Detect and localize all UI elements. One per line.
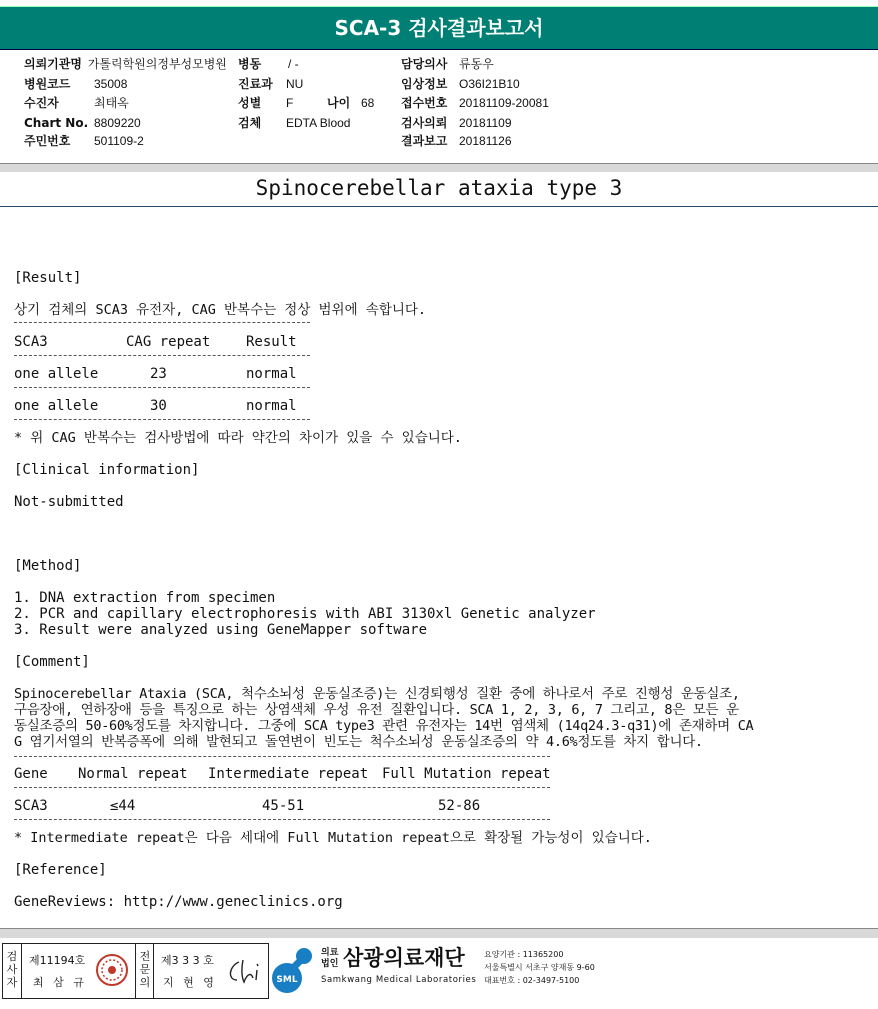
result-note: * 위 CAG 반복수는 검사방법에 따라 약간의 차이가 있을 수 있습니다.: [14, 430, 462, 446]
report-title: SCA-3 검사결과보고서: [0, 6, 878, 50]
logo-text: SML: [276, 975, 298, 985]
title-underline: [0, 206, 878, 207]
comment-line: Spinocerebellar Ataxia (SCA, 척수소뇌성 운동실조증)는 신경퇴행성 질환 중에 하나로서 주로 진행성 운동실조,: [14, 686, 740, 702]
info-resident-no: 주민번호 501109-2: [24, 134, 144, 148]
info-report-date: 결과보고 20181126: [401, 134, 512, 148]
table-rule: [14, 355, 310, 356]
clinical-heading: [Clinical information]: [14, 462, 200, 478]
technician-label: 검사자: [6, 950, 18, 989]
result-summary: 상기 검체의 SCA3 유전자, CAG 반복수는 정상 범위에 속합니다.: [14, 302, 427, 318]
range-col-gene: Gene: [14, 766, 48, 782]
method-item: 3. Result were analyzed using GeneMapper software: [14, 622, 428, 638]
technician-license: 제11194호: [29, 954, 86, 967]
info-requesting-institution: 의뢰기관명 가톨릭학원의정부성모병원: [24, 57, 227, 71]
specialist-label: 전문의: [139, 950, 151, 989]
result-col-cag: CAG repeat: [126, 334, 211, 350]
info-ward: 병동 / -: [238, 57, 299, 71]
comment-line: G 염기서열의 반복증폭에 의해 발현되고 돌연변이 빈도는 척수소뇌성 운동실조증의 약 4.6%정도를 차지 합니다.: [14, 734, 703, 750]
table-rule: [14, 756, 550, 757]
table-rule: [14, 419, 310, 420]
info-age: 나이 68: [327, 96, 375, 110]
method-heading: [Method]: [14, 558, 82, 574]
result-row-repeat: 23: [150, 366, 167, 382]
comment-line: 구음장애, 연하장애 등을 특징으로 하는 상염색체 우성 유전 질환입니다. SCA 1, 2, 3, 6, 7 그리고, 8은 모든 운: [14, 702, 739, 718]
result-row-allele: one allele: [14, 398, 99, 414]
range-row-gene: SCA3: [14, 798, 48, 814]
range-row-full: 52-86: [438, 798, 481, 814]
table-rule: [14, 322, 310, 323]
org-prefix: 의료 법인: [321, 948, 339, 969]
reference-heading: [Reference]: [14, 862, 107, 878]
info-receipt-no: 접수번호 20181109-20081: [401, 96, 549, 110]
info-request-date: 검사의뢰 20181109: [401, 116, 512, 130]
range-col-normal: Normal repeat: [78, 766, 188, 782]
result-col-gene: SCA3: [14, 334, 48, 350]
result-row-status: normal: [246, 366, 297, 382]
org-english-name: Samkwang Medical Laboratories: [321, 975, 477, 985]
seal-stamp: [95, 953, 129, 987]
range-row-intermediate: 45-51: [262, 798, 305, 814]
comment-note: * Intermediate repeat은 다음 세대에 Full Mutation repeat으로 확장될 가능성이 있습니다.: [14, 830, 652, 846]
range-col-intermediate: Intermediate repeat: [208, 766, 369, 782]
result-row-repeat: 30: [150, 398, 167, 414]
footer-divider: [0, 928, 878, 938]
info-patient-name: 수진자 최태옥: [24, 96, 129, 110]
result-heading: [Result]: [14, 270, 82, 286]
test-title: Spinocerebellar ataxia type 3: [255, 176, 623, 200]
specialist-license: 제3 3 3 호: [161, 954, 214, 967]
method-item: 2. PCR and capillary electrophoresis with ABI 3130xl Genetic analyzer: [14, 606, 596, 622]
info-hospital-code: 병원코드 35008: [24, 77, 128, 91]
clinical-text: Not-submitted: [14, 494, 124, 510]
signature-scribble: [225, 956, 265, 986]
info-sex: 성별 F: [238, 96, 294, 110]
comment-paragraph: [14, 686, 866, 750]
table-rule: [14, 819, 550, 820]
comment-line: 동실조증의 50-60%정도를 차지합니다. 그중에 SCA type3 관련 유전자는 14번 염색체 (14q24.3-q31)에 존재하며 CA: [14, 718, 754, 734]
info-physician: 담당의사 류동우: [401, 57, 494, 71]
sml-logo-icon: [271, 944, 319, 996]
table-rule: [14, 787, 550, 788]
reference-text: GeneReviews: http://www.geneclinics.org: [14, 894, 343, 910]
result-row-allele: one allele: [14, 366, 99, 382]
info-department: 진료과 NU: [238, 77, 304, 91]
method-item: 1. DNA extraction from specimen: [14, 590, 276, 606]
range-col-full: Full Mutation repeat: [382, 766, 551, 782]
org-info: 요양기관 : 11365200 서울특별시 서초구 양재동 9-60 대표번호 : 02-3497-5100: [484, 950, 595, 985]
range-row-normal: ≤44: [110, 798, 136, 814]
signature-box: [2, 943, 269, 999]
org-name: 삼광의료재단: [343, 946, 465, 970]
info-specimen: 검체 EDTA Blood: [238, 116, 351, 130]
technician-name: 최 삼 규: [33, 976, 87, 989]
info-chart-no: Chart No. 8809220: [24, 116, 141, 130]
specialist-name: 지 현 영: [163, 976, 217, 989]
result-col-result: Result: [246, 334, 297, 350]
result-row-status: normal: [246, 398, 297, 414]
info-clinical-info: 임상정보 O36I21B10: [401, 77, 520, 91]
table-rule: [14, 387, 310, 388]
comment-heading: [Comment]: [14, 654, 90, 670]
